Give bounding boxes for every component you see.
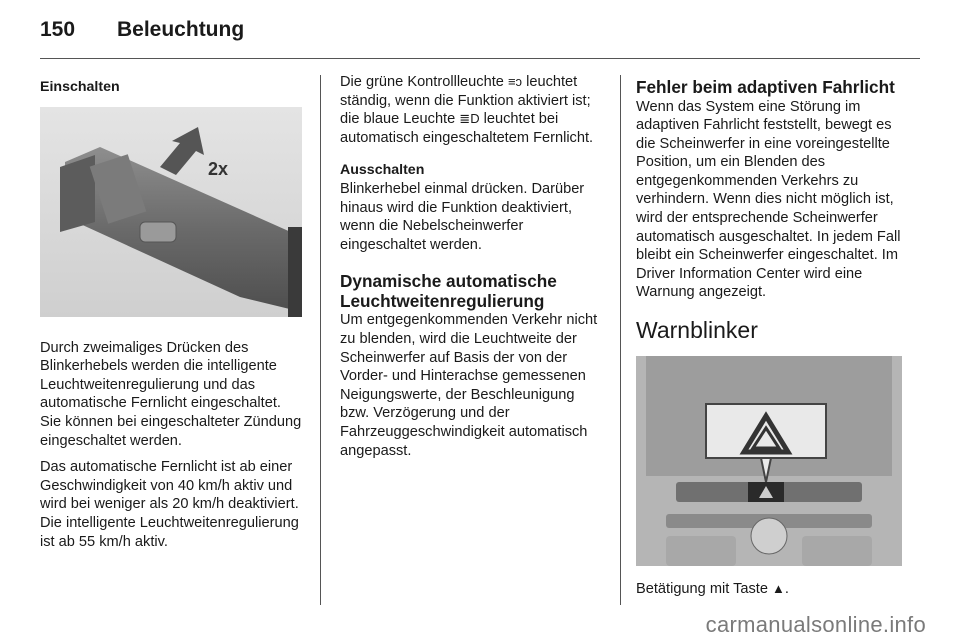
section-heading-dynamisch: Dynamische automatische Leuchtweitenregulierung <box>340 271 557 311</box>
column-2 <box>340 75 604 468</box>
page-header <box>40 18 920 48</box>
lever-illustration <box>40 107 302 317</box>
caption-warnblinker: Betätigung mit Taste ▲. <box>636 581 789 598</box>
green-indicator-icon: ≡ↄ <box>507 74 523 89</box>
page-number: 150 <box>40 18 76 41</box>
press-count-label: 2x <box>208 158 229 179</box>
paragraph-einschalten-2: Das automatische Fernlicht ist ab einer Geschwindigkeit von 40 km/h aktiv und wird bei weniger als 20 km/h deaktiviert. Die intelligente Leuchtweitenregulierung ist ab 55 km/h aktiv. <box>40 459 299 550</box>
hazard-button-image <box>636 356 902 566</box>
paragraph-kontrollleuchte: Die grüne Kontrollleuchte ≡ↄ leuchtet ständig, wenn die Funktion aktiviert ist; die blaue Leuchte ≣D leuchtet bei automatisch eingeschaltetem Fernlicht. <box>340 74 594 146</box>
column-1 <box>40 75 302 559</box>
paragraph-dynamisch: Um entgegenkommenden Verkehr nicht zu blenden, wird die Leuchtweite der Scheinwerfer auf Basis der von der Vorder- und Hinterachse gemessenen Neigungswerte, der Beschleunigung bzw. Verzögerung und der Fahrzeuggeschwindigkeit automatisch angepasst. <box>340 312 598 459</box>
column-divider-1 <box>320 75 321 605</box>
section-heading-einschalten: Einschalten <box>40 79 120 95</box>
paragraph-einschalten-1: Durch zweimaliges Drücken des Blinkerhebels werden die intelligente Leuchtweitenregulierung und das automatische Fernlicht eingeschaltet. Sie können bei eingeschalteter Zündung eingeschaltet werden. <box>40 339 302 449</box>
column-3 <box>636 75 902 607</box>
console-illustration <box>636 356 902 566</box>
page-title: Beleuchtung <box>117 18 245 41</box>
section-heading-ausschalten: Ausschalten <box>340 162 425 179</box>
watermark: carmanualsonline.info <box>705 612 926 637</box>
section-heading-fehler: Fehler beim adaptiven Fahrlicht <box>636 77 895 97</box>
section-title-warnblinker: Warnblinker <box>636 317 758 344</box>
turn-signal-lever-image <box>40 107 302 317</box>
header-divider <box>40 58 920 59</box>
paragraph-ausschalten: Blinkerhebel einmal drücken. Darüber hinaus wird die Funktion deaktiviert, wenn die Nebelscheinwerfer eingeschaltet werden. <box>340 180 585 253</box>
paragraph-fehler: Wenn das System eine Störung im adaptiven Fahrlicht feststellt, bewegt es die Scheinwerfer in eine voreingestellte Position, um ein Blenden des entgegenkommenden Verkehrs zu verhindern. Wenn dies nicht möglich ist, wird der entsprechende Scheinwerfer automatisch ausgeschaltet. In jedem Fall bleibt ein Scheinwerfer eingeschaltet. Im Driver Information Center wird eine Warnung angezeigt. <box>636 98 901 301</box>
blue-indicator-icon: ≣D <box>459 111 480 127</box>
column-divider-2 <box>620 75 621 605</box>
hazard-triangle-icon: ▲ <box>772 581 785 597</box>
